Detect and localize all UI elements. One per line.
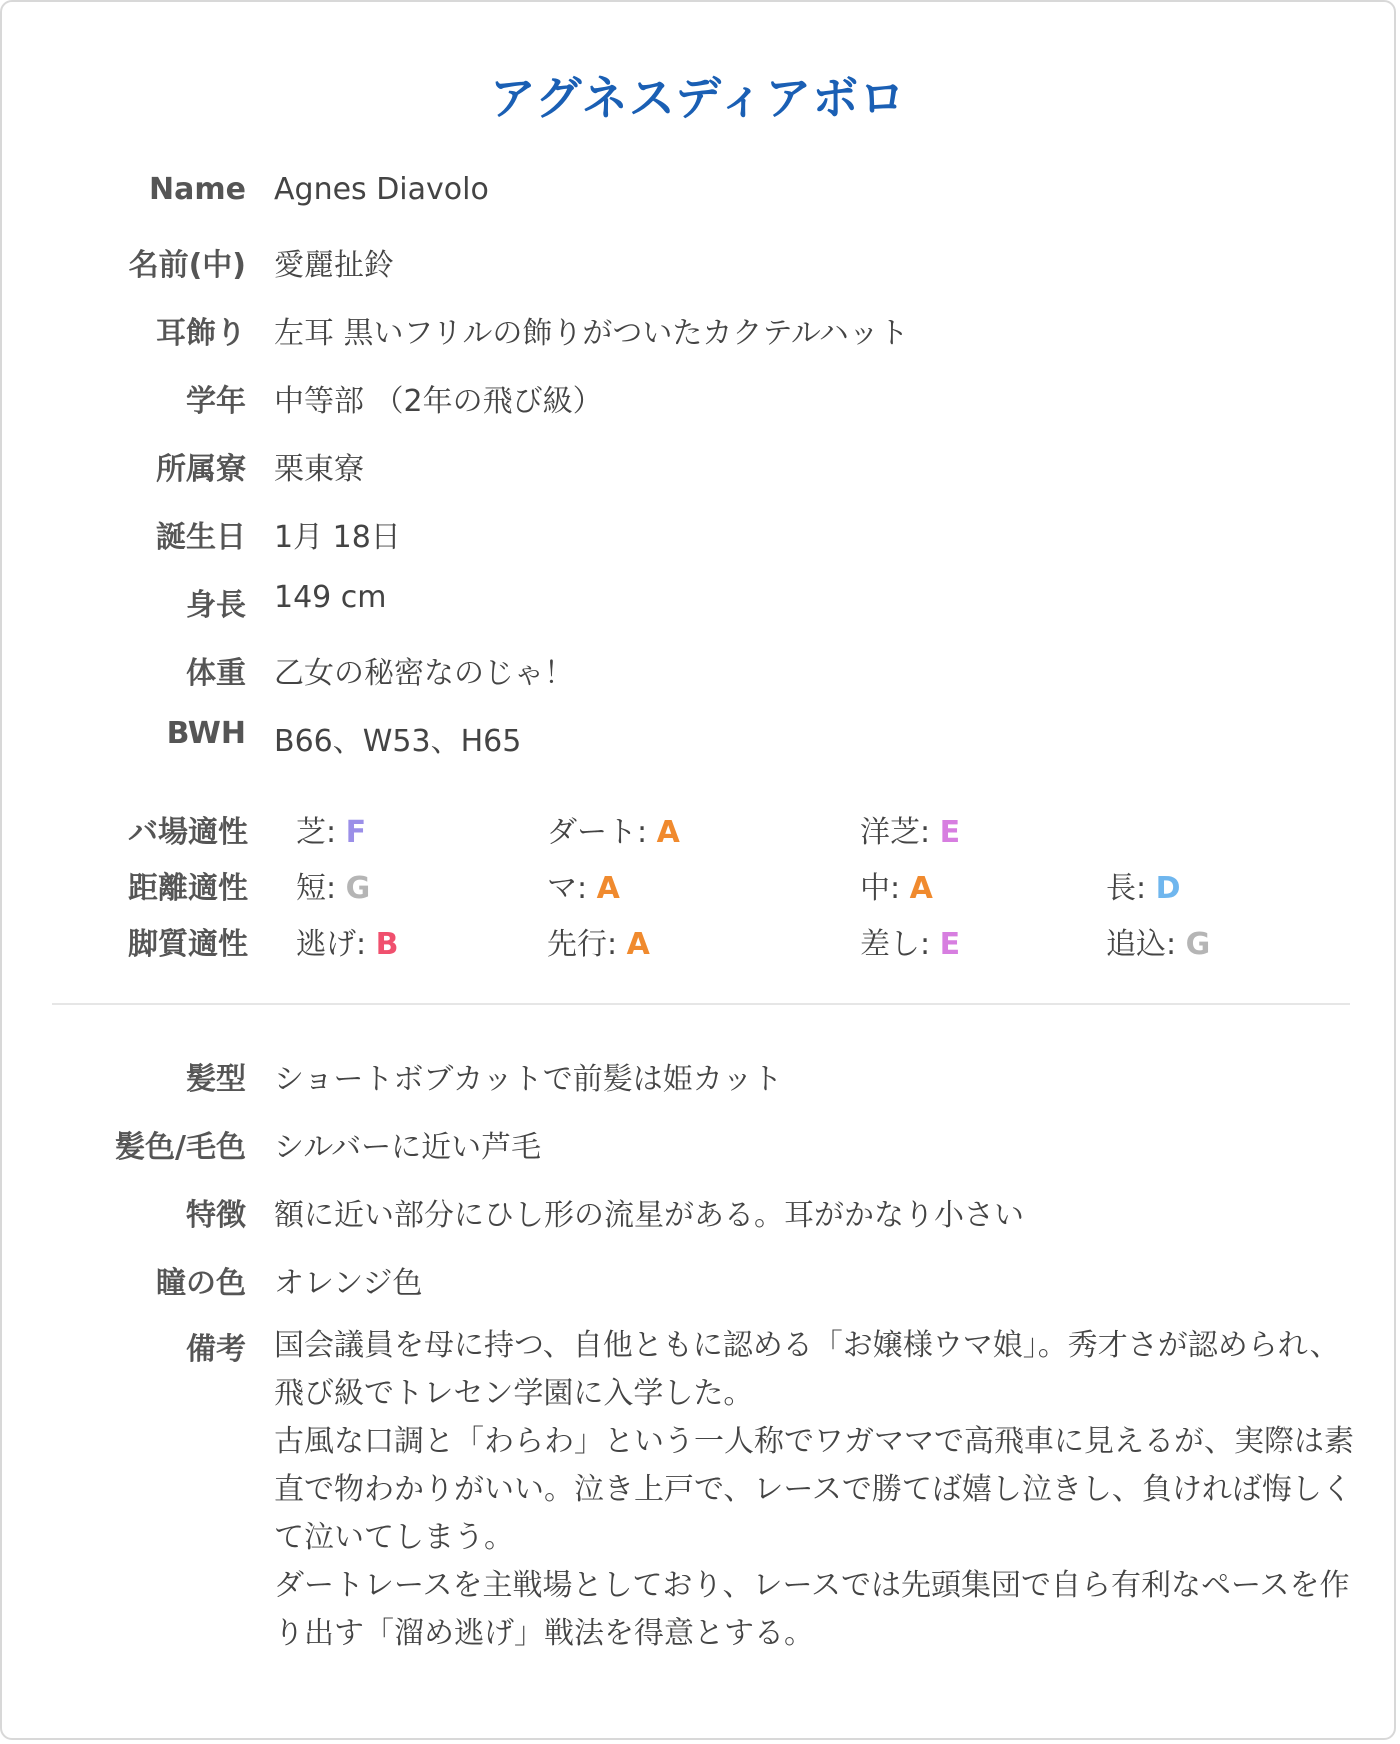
aptitude-grade: A (596, 871, 620, 906)
appearance-label: 特徴 (186, 1198, 246, 1233)
aptitude-item (296, 807, 366, 851)
aptitude-item (1106, 863, 1181, 907)
page-title: アグネスディアボロ (489, 71, 907, 125)
appearance-row-eye-color (2, 1258, 1394, 1301)
aptitude-name: ダート: (547, 815, 657, 850)
aptitude-item (296, 863, 370, 907)
profile-value: Agnes Diavolo (274, 172, 489, 207)
profile-label: BWH (166, 716, 246, 751)
profile-label: 体重 (186, 656, 246, 691)
aptitude-name: 長: (1106, 871, 1156, 906)
aptitude-item (860, 863, 933, 907)
profile-label: 所属寮 (156, 452, 246, 487)
profile-label: 耳飾り (156, 316, 246, 351)
notes-paragraph: 国会議員を母に持つ、自他ともに認める「お嬢様ウマ娘」。秀才さが認められ、飛び級でトレセン学園に入学した。 (274, 1328, 1340, 1411)
aptitude-name: 短: (296, 871, 346, 906)
appearance-row-features (2, 1190, 1394, 1233)
profile-row-grade (2, 376, 1394, 419)
aptitude-grade: D (1155, 871, 1181, 906)
aptitude-grade: E (939, 927, 961, 962)
appearance-value: オレンジ色 (274, 1266, 423, 1301)
aptitude-grade: A (626, 927, 650, 962)
profile-row-bwh (2, 716, 1394, 759)
profile-label: Name (149, 172, 246, 207)
aptitude-item (547, 807, 680, 851)
appearance-label: 髪色/毛色 (115, 1130, 246, 1165)
appearance-value: ショートボブカットで前髪は姫カット (274, 1062, 783, 1097)
aptitude-row-track (2, 807, 1394, 850)
aptitude-grade: E (939, 815, 961, 850)
profile-value: 中等部 （2年の飛び級） (274, 384, 603, 419)
aptitude-item (860, 919, 960, 963)
notes-paragraph: ダートレースを主戦場としており、レースでは先頭集団で自ら有利なペースを作り出す「溜め逃げ」戦法を得意とする。 (274, 1568, 1350, 1651)
aptitude-label: バ場適性 (128, 815, 248, 850)
profile-row-height (2, 580, 1394, 623)
profile-label: 学年 (186, 384, 246, 419)
profile-value: B66、W53、H65 (274, 724, 522, 759)
aptitude-label: 距離適性 (128, 871, 248, 906)
aptitude-name: 中: (860, 871, 910, 906)
appearance-label: 瞳の色 (156, 1266, 246, 1301)
aptitude-name: 洋芝: (860, 815, 940, 850)
aptitude-label: 脚質適性 (128, 927, 248, 962)
aptitude-name: 差し: (860, 927, 940, 962)
profile-label: 身長 (186, 588, 246, 623)
profile-value: 愛麗扯鈴 (274, 248, 394, 283)
notes-body (274, 1322, 1354, 1658)
profile-value: 149 cm (274, 580, 387, 615)
aptitude-grade: B (375, 927, 399, 962)
profile-label: 名前(中) (128, 248, 246, 283)
aptitude-item (547, 863, 620, 907)
aptitude-row-distance (2, 863, 1394, 906)
notes-paragraph: 古風な口調と「わらわ」という一人称でワガママで高飛車に見えるが、実際は素直で物わかりがいい。泣き上戸で、レースで勝てば嬉し泣きし、負ければ悔しくて泣いてしまう。 (274, 1424, 1354, 1555)
aptitude-grade: F (345, 815, 367, 850)
appearance-row-hairstyle (2, 1054, 1394, 1097)
aptitude-row-style (2, 919, 1394, 962)
aptitude-grade: G (1185, 927, 1211, 962)
aptitude-name: 逃げ: (296, 927, 376, 962)
profile-row-birthday (2, 512, 1394, 555)
appearance-label: 髪型 (186, 1062, 246, 1097)
aptitude-grade: A (656, 815, 680, 850)
aptitude-item (860, 807, 960, 851)
profile-value: 左耳 黒いフリルの飾りがついたカクテルハット (274, 316, 909, 351)
aptitude-name: 芝: (296, 815, 346, 850)
appearance-value: 額に近い部分にひし形の流星がある。耳がかなり小さい (274, 1198, 1024, 1233)
profile-row-name (2, 172, 1394, 212)
aptitude-item (547, 919, 650, 963)
section-divider (52, 1003, 1350, 1005)
aptitude-name: 先行: (547, 927, 627, 962)
profile-value: 1月 18日 (274, 520, 401, 555)
appearance-row-hair-color (2, 1122, 1394, 1165)
aptitude-grade: A (909, 871, 933, 906)
profile-row-dormitory (2, 444, 1394, 487)
profile-row-weight (2, 648, 1394, 691)
aptitude-item (1106, 919, 1210, 963)
appearance-value: シルバーに近い芦毛 (274, 1130, 542, 1165)
profile-value: 栗東寮 (274, 452, 364, 487)
aptitude-grade: G (345, 871, 371, 906)
notes-label: 備考 (186, 1332, 246, 1367)
aptitude-name: 追込: (1106, 927, 1186, 962)
profile-value: 乙女の秘密なのじゃ！ (274, 656, 574, 691)
aptitude-item (296, 919, 399, 963)
profile-row-chinese-name (2, 240, 1394, 283)
profile-label: 誕生日 (156, 520, 246, 555)
aptitude-name: マ: (547, 871, 597, 906)
profile-row-ear-accessory (2, 308, 1394, 351)
